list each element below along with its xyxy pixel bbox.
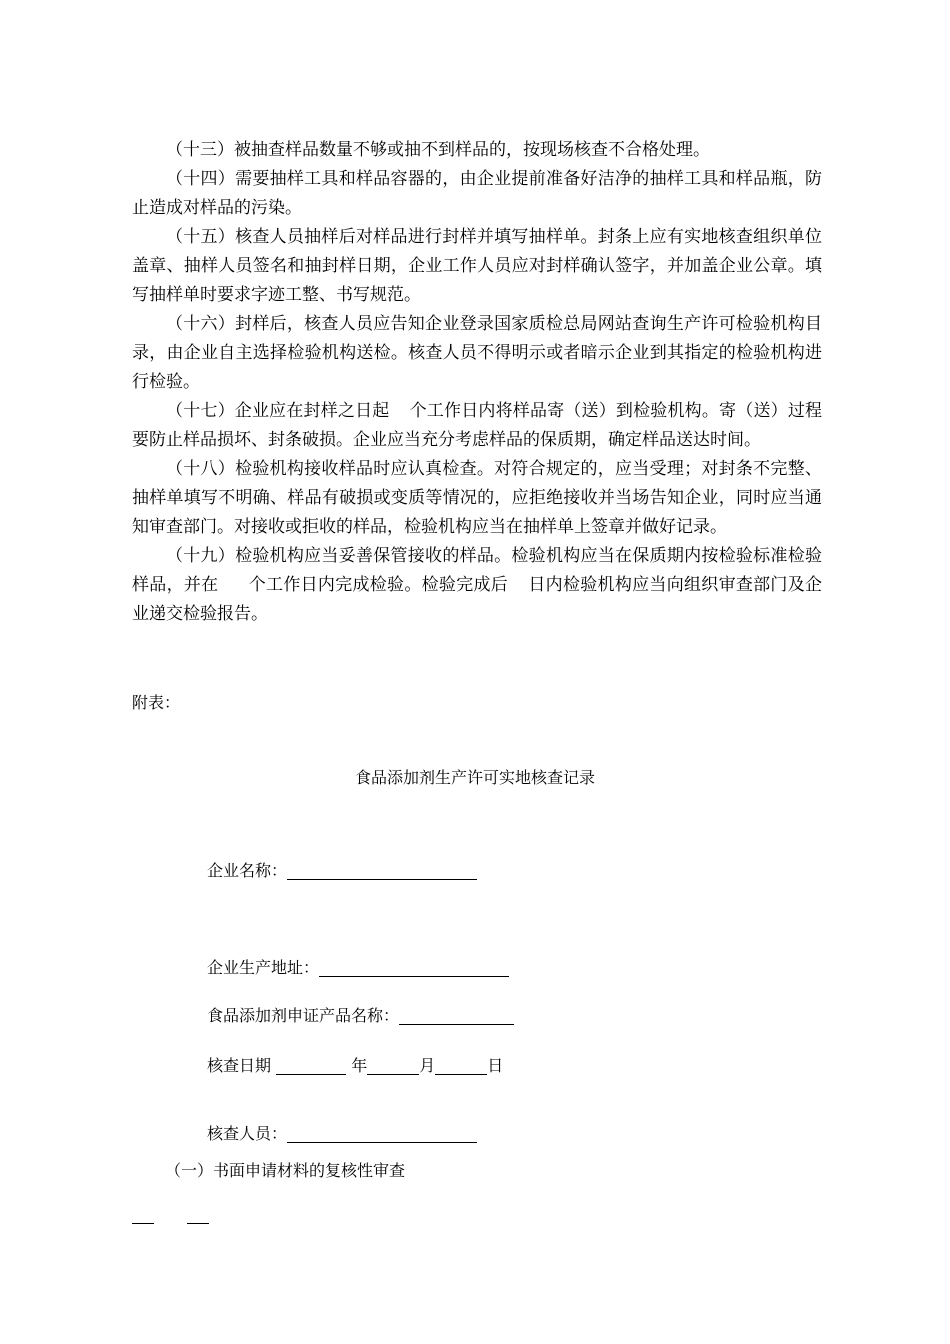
paragraph-17-part-2: 个工作日内将样品寄（送）到检验机构。寄（送）过程要防止样品损坏、封条破损。企业应当充分考虑样品的保质期，确定样品送达时间。	[132, 401, 823, 450]
attachment-label: 附表：	[132, 693, 181, 712]
company-name-field	[207, 858, 477, 881]
day-blank[interactable]	[435, 1056, 487, 1075]
paragraph-19	[132, 542, 822, 629]
date-field	[207, 1053, 503, 1076]
section-heading: （一）书面申请材料的复核性审查	[165, 1161, 406, 1180]
paragraph-13: （十三）被抽查样品数量不够或抽不到样品的，按现场核查不合格处理。	[166, 140, 710, 160]
inspector-label: 核查人员：	[207, 1124, 288, 1143]
product-label: 食品添加剂申证产品名称：	[207, 1006, 400, 1025]
product-blank[interactable]	[399, 1006, 514, 1025]
month-blank[interactable]	[367, 1056, 419, 1075]
date-label: 核查日期	[207, 1056, 272, 1075]
paragraph-19-part-1: （十九）检验机构应当妥善保管接收的样品。检验机构应当在保质期内按检验标准检验样品，并在	[132, 546, 822, 595]
company-name-blank[interactable]	[287, 861, 477, 880]
paragraph-14: （十四）需要抽样工具和样品容器的，由企业提前准备好洁净的抽样工具和样品瓶，防止造成对样品的污染。	[132, 169, 822, 218]
year-label: 年	[351, 1056, 368, 1075]
paragraph-16: （十六）封样后，核查人员应告知企业登录国家质检总局网站查询生产许可检验机构目录，由企业自主选择检验机构送检。核查人员不得明示或者暗示企业到其指定的检验机构进行检验。	[132, 314, 822, 392]
paragraph-19-part-2: 个工作日内完成检验。检验完成后	[248, 575, 509, 595]
day-label: 日	[487, 1056, 504, 1075]
form-title: 食品添加剂生产许可实地核查记录	[354, 768, 595, 787]
company-name-label: 企业名称：	[207, 861, 288, 880]
dash-mark	[132, 1223, 154, 1224]
address-label: 企业生产地址：	[207, 958, 320, 977]
dash-mark	[187, 1223, 209, 1224]
address-blank[interactable]	[319, 958, 509, 977]
address-field	[207, 955, 509, 978]
product-field	[207, 1003, 514, 1026]
paragraph-18: （十八）检验机构接收样品时应认真检查。对符合规定的，应当受理；对封条不完整、抽样单填写不明确、样品有破损或变质等情况的，应拒绝接收并当场告知企业，同时应当通知审查部门。对接收或拒收的样品，检验机构应当在抽样单上签章并做好记录。	[132, 459, 822, 537]
paragraph-15: （十五）核查人员抽样后对样品进行封样并填写抽样单。封条上应有实地核查组织单位盖章、抽样人员签名和抽封样日期，企业工作人员应对封样确认签字，并加盖企业公章。填写抽样单时要求字迹工整、书写规范。	[132, 227, 822, 305]
year-blank[interactable]	[276, 1056, 346, 1075]
paragraph-17	[132, 397, 822, 455]
inspector-field	[207, 1121, 477, 1144]
month-label: 月	[419, 1056, 436, 1075]
paragraph-19-part-3: 日内检验机构应当向组织审查部门及企业递交检验报告。	[132, 575, 823, 624]
inspector-blank[interactable]	[287, 1124, 477, 1143]
paragraph-17-part-1: （十七）企业应在封样之日起	[166, 401, 390, 421]
